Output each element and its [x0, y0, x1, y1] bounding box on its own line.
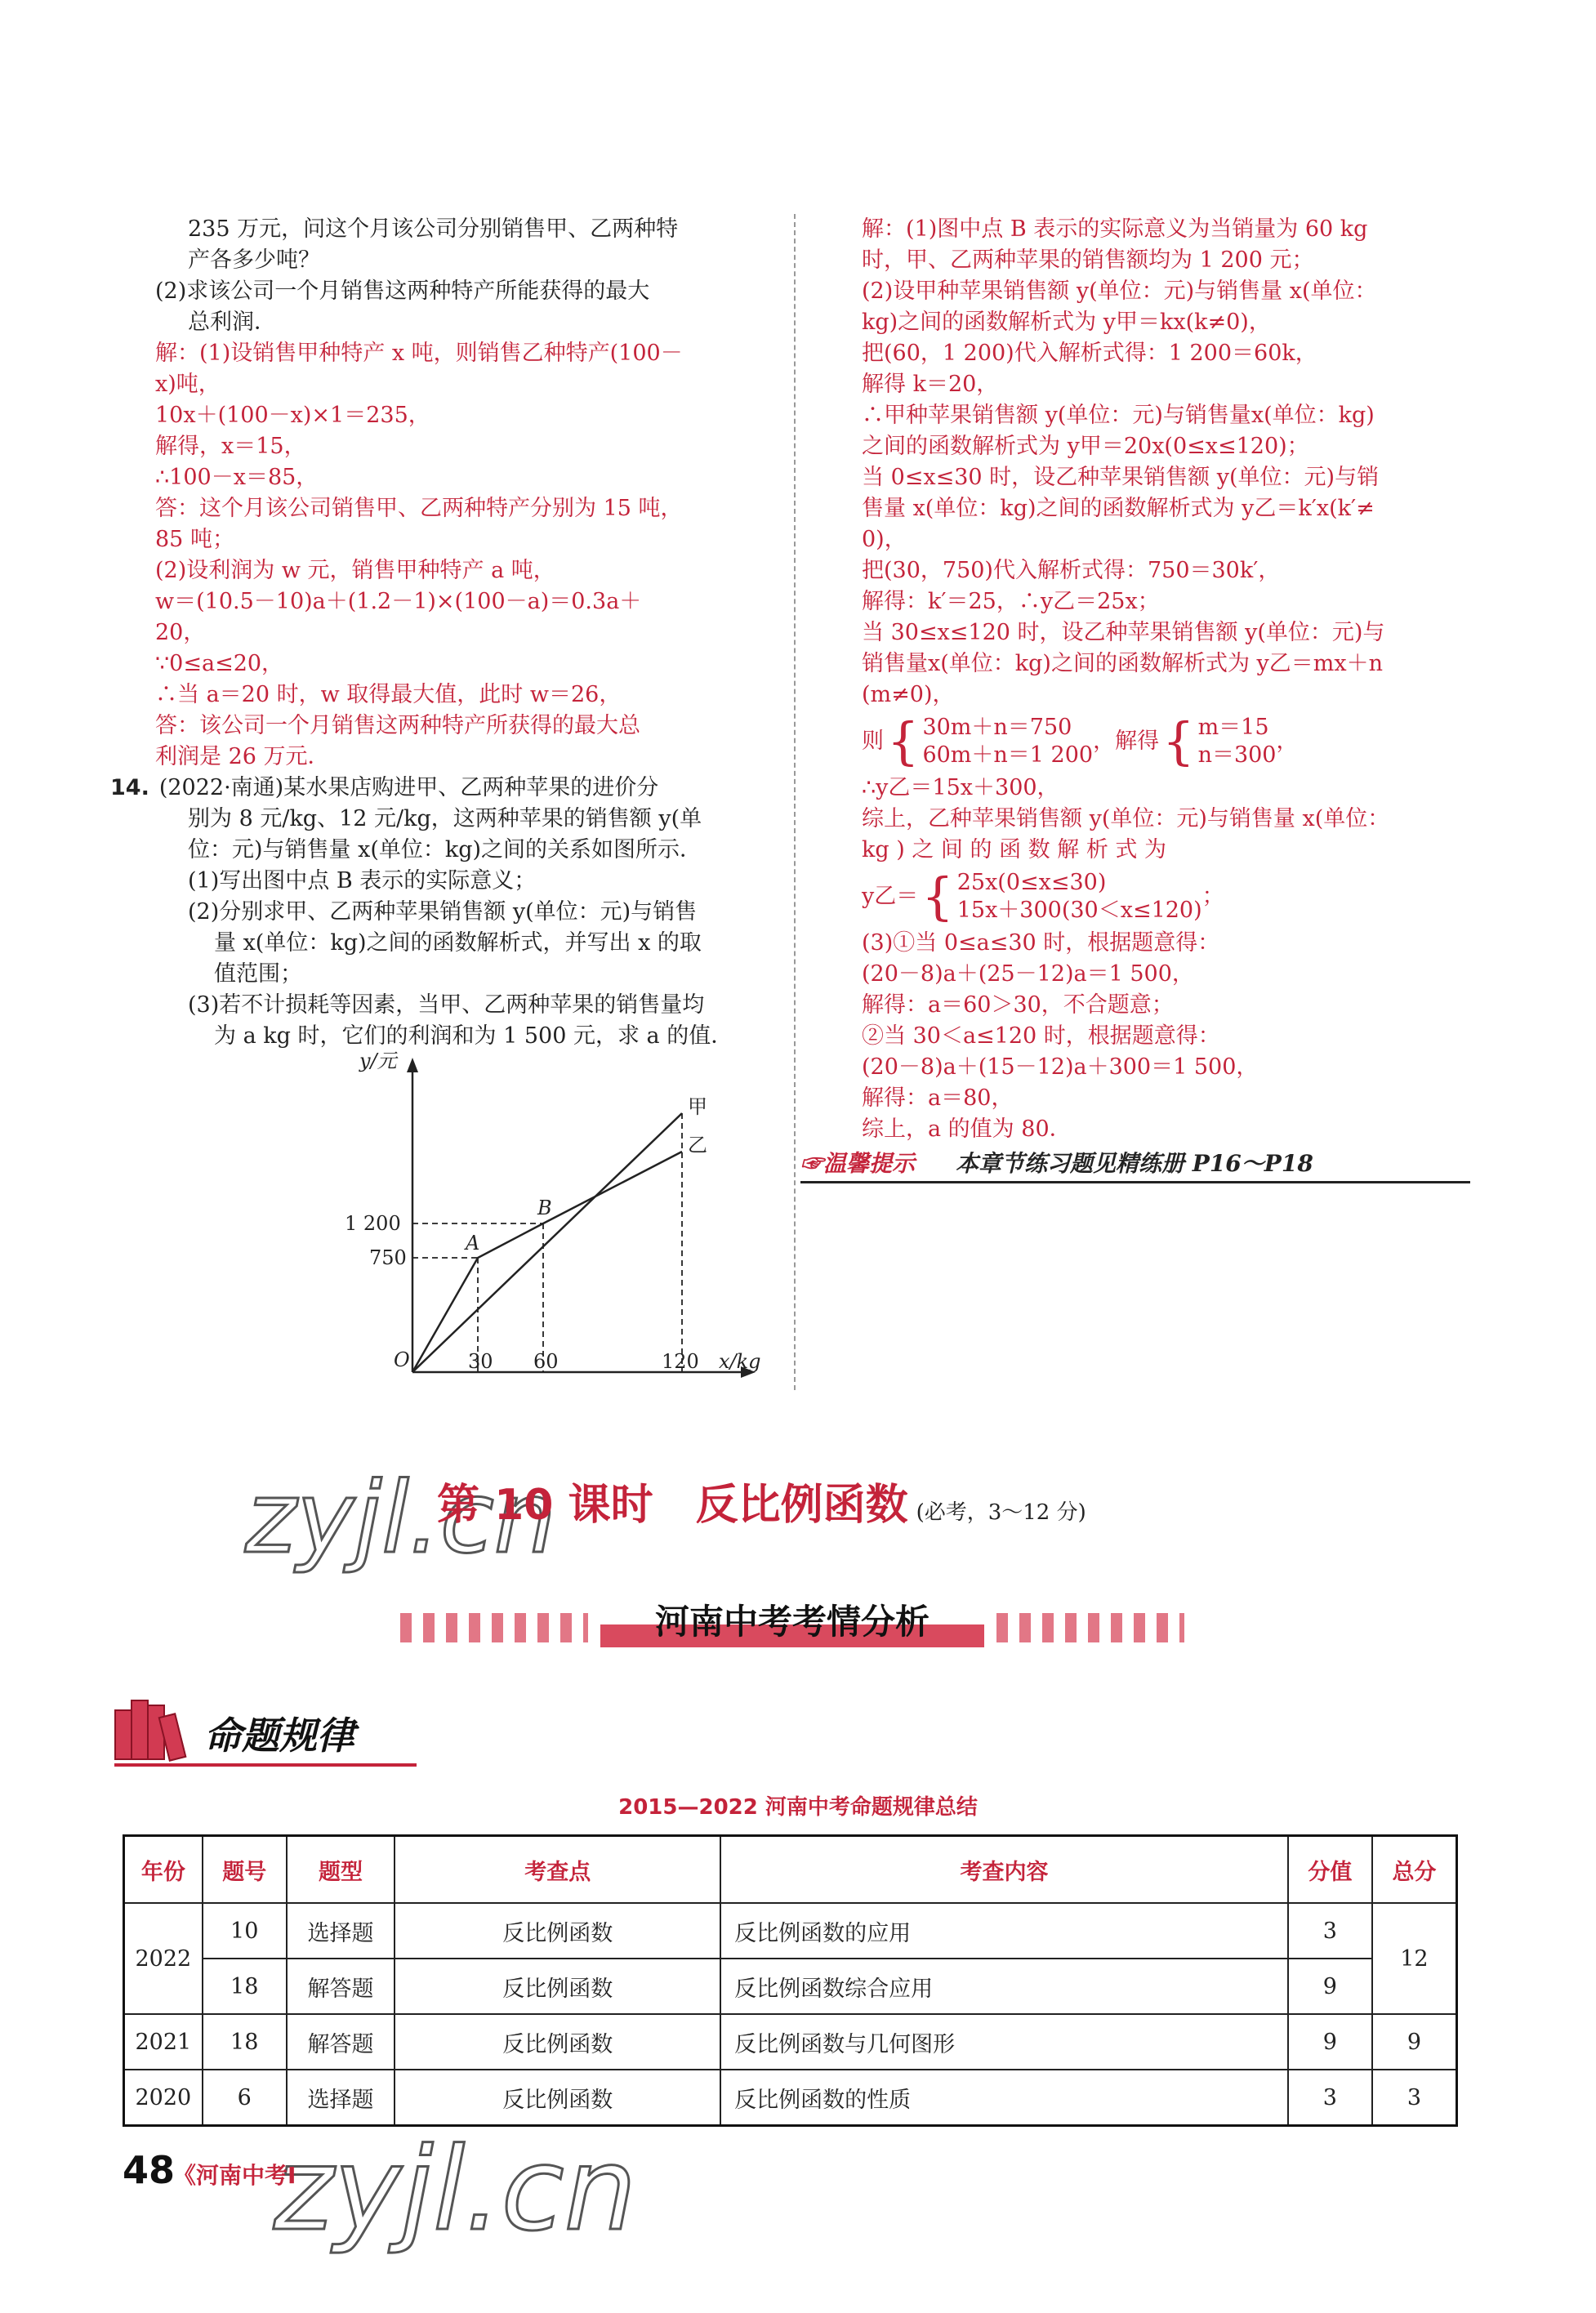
table-caption: 2015—2022 河南中考命题规律总结 — [618, 1795, 978, 1820]
solution-line: 售量 x(单位：kg)之间的函数解析式为 y乙＝k′x(k′≠ — [862, 496, 1375, 521]
page-number: 48 — [123, 2148, 176, 2192]
col-total: 总分 — [1372, 1836, 1457, 1904]
tip-text: 本章节练习题见精练册 P16～P18 — [956, 1150, 1313, 1177]
books-icon — [114, 1703, 196, 1760]
answer-line: 解得，x＝15， — [155, 434, 306, 459]
line-yi — [412, 1152, 682, 1372]
solution-line: 时，甲、乙两种苹果的销售额均为 1 200 元； — [862, 247, 1314, 273]
solution-line: 之间的函数解析式为 y甲＝20x(0≤x≤120)； — [862, 434, 1309, 459]
solution-line: (m≠0)， — [862, 682, 955, 707]
solution-line: 0)， — [862, 527, 907, 552]
answer-line: 总利润． — [188, 310, 276, 335]
solution-line: 解：(1)图中点 B 表示的实际意义为当销量为 60 kg — [862, 216, 1368, 242]
question-number: 14. — [110, 775, 149, 800]
solution-line: 解得：k′＝25，∴y乙＝25x； — [862, 589, 1160, 614]
question-line: (2)分别求甲、乙两种苹果销售额 y(单位：元)与销售 — [188, 899, 698, 925]
y-axis-arrow — [407, 1058, 418, 1072]
answer-line: 产各多少吨？ — [188, 247, 320, 273]
x-tick-120: 120 — [662, 1350, 699, 1373]
answer-line: ∴当 a＝20 时，w 取得最大值，此时 w＝26， — [155, 682, 622, 707]
exam-analysis-banner: 河南中考考情分析 — [400, 1597, 1184, 1654]
table-row: 2021 18 解答题 反比例函数 反比例函数与几何图形 9 9 — [124, 2014, 1457, 2070]
origin-label: O — [394, 1348, 410, 1371]
col-content: 考查内容 — [720, 1836, 1288, 1904]
piecewise-function: y乙＝ { 25x(0≤x≤30) 15x＋300(30＜x≤120) ； — [862, 867, 1224, 926]
line-yi-label: 乙 — [688, 1134, 707, 1156]
point-b-label: B — [537, 1197, 552, 1219]
sales-graph — [335, 1050, 776, 1393]
question-line: 位：元)与销售量 x(单位：kg)之间的关系如图所示． — [188, 837, 702, 862]
col-point: 考查点 — [395, 1836, 720, 1904]
equation-system-1: 则 { 30m＋n＝750 60m＋n＝1 200 ，解得 { m＝15 n＝300 ， — [862, 711, 1299, 771]
solution-line: (3)①当 0≤a≤30 时，根据题意得： — [862, 930, 1220, 956]
solution-line: kg)之间的函数解析式为 y甲＝kx(k≠0)， — [862, 310, 1271, 335]
right-column — [862, 214, 1474, 1145]
point-a-label: A — [466, 1232, 480, 1255]
y-tick-1200: 1 200 — [345, 1212, 401, 1235]
solution-line: (20－8)a＋(25－12)a＝1 500， — [862, 961, 1194, 987]
answer-line: 答：这个月该公司销售甲、乙两种特产分别为 15 吨， — [155, 496, 683, 521]
answer-line: 10x＋(100－x)×1＝235， — [155, 403, 430, 428]
watermark-top: zyjl.cn — [245, 1462, 556, 1575]
solution-line: 当 0≤x≤30 时，设乙种苹果销售额 y(单位：元)与销 — [862, 465, 1380, 490]
question-text: (2022·南通)某水果店购进甲、乙两种苹果的进价分 — [158, 775, 659, 800]
x-tick-60: 60 — [533, 1350, 559, 1373]
line-jia-label: 甲 — [688, 1095, 707, 1118]
left-column — [110, 214, 776, 1052]
answer-line: x)吨， — [155, 372, 221, 397]
solution-line: 解得 k＝20， — [862, 372, 999, 397]
summary-table — [123, 1834, 1458, 2127]
section-heading — [114, 1703, 354, 1760]
left-answer-block — [155, 214, 776, 773]
solution-line: 解得：a＝60＞30，不合题意； — [862, 992, 1174, 1018]
x-axis-label: x/kg — [719, 1350, 761, 1373]
line-jia — [412, 1113, 682, 1372]
solution-line: 把(60，1 200)代入解析式得：1 200＝60k， — [862, 341, 1317, 366]
y-tick-750: 750 — [369, 1246, 407, 1269]
watermark-bottom: zyjl.cn — [274, 2124, 637, 2257]
solution-line: 把(30，750)代入解析式得：750＝30k′， — [862, 558, 1281, 583]
solution-line: (2)设甲种苹果销售额 y(单位：元)与销售量 x(单位： — [862, 279, 1377, 304]
col-type: 题型 — [287, 1836, 395, 1904]
solution-line: 解得：a＝80， — [862, 1085, 1014, 1111]
answer-line: ∵0≤a≤20， — [155, 651, 284, 676]
answer-line: 20， — [155, 620, 206, 645]
section-label: 命题规律 — [204, 1714, 354, 1758]
solution-line: 综上，乙种苹果销售额 y(单位：元)与销售量 x(单位： — [862, 806, 1390, 831]
answer-line: 利润是 26 万元． — [155, 744, 330, 769]
answer-line: 解：(1)设销售甲种特产 x 吨，则销售乙种特产(100－ — [155, 341, 683, 366]
solution-line: ②当 30＜a≤120 时，根据题意得： — [862, 1023, 1220, 1049]
col-score: 分值 — [1288, 1836, 1372, 1904]
solution-line: ∴y乙＝15x＋300， — [862, 775, 1059, 800]
answer-line: w＝(10.5－10)a＋(1.2－1)×(100－a)＝0.3a＋ — [155, 589, 642, 614]
solution-line: 综上，a 的值为 80． — [862, 1116, 1072, 1142]
answer-line: ∴100－x＝85， — [155, 465, 319, 490]
y-axis-label: y/元 — [359, 1050, 397, 1072]
table-row: 2022 10 选择题 反比例函数 反比例函数的应用 3 12 — [124, 1903, 1457, 1959]
x-tick-30: 30 — [468, 1350, 493, 1373]
solution-line: (20－8)a＋(15－12)a＋300＝1 500， — [862, 1054, 1259, 1080]
answer-line: 85 吨； — [155, 527, 234, 552]
question-line: 为 a kg 时，它们的利润和为 1 500 元，求 a 的值． — [214, 1023, 733, 1049]
table-header-row — [124, 1836, 1457, 1904]
col-num: 题号 — [203, 1836, 287, 1904]
question-line: 别为 8 元/kg、12 元/kg，这两种苹果的销售额 y(单 — [188, 806, 702, 831]
table-row: 2020 6 选择题 反比例函数 反比例函数的性质 3 3 — [124, 2070, 1457, 2126]
column-divider — [794, 214, 796, 1390]
answer-line: (2)求该公司一个月销售这两种特产所能获得的最大 — [155, 279, 650, 304]
col-year: 年份 — [124, 1836, 203, 1904]
question-line: (1)写出图中点 B 表示的实际意义； — [188, 868, 537, 894]
table-row: 18 解答题 反比例函数 反比例函数综合应用 9 — [124, 1959, 1457, 2014]
solution-line: kg ) 之 间 的 函 数 解 析 式 为 — [862, 837, 1167, 862]
page-tag: 《河南中考Ⅰ — [173, 2162, 296, 2189]
solution-line: ∴甲种苹果销售额 y(单位：元)与销售量x(单位：kg) — [862, 403, 1375, 428]
tip-bar — [800, 1143, 1470, 1183]
tip-label: ☞温馨提示 — [800, 1150, 916, 1177]
question-line: (3)若不计损耗等因素，当甲、乙两种苹果的销售量均 — [188, 992, 705, 1018]
answer-line: (2)设利润为 w 元，销售甲种特产 a 吨， — [155, 558, 555, 583]
question-14 — [110, 773, 776, 1052]
question-line: 量 x(单位：kg)之间的函数解析式，并写出 x 的取 — [214, 930, 702, 956]
question-line: 值范围； — [214, 961, 302, 987]
answer-line: 答：该公司一个月销售这两种特产所获得的最大总 — [155, 713, 640, 738]
lesson-title: 第 10 课时 反比例函数 (必考，3～12 分) — [437, 1481, 1086, 1530]
solution-line: 销售量x(单位：kg)之间的函数解析式为 y乙＝mx＋n — [862, 651, 1383, 676]
answer-line: 235 万元，问这个月该公司分别销售甲、乙两种特 — [188, 216, 679, 242]
solution-line: 当 30≤x≤120 时，设乙种苹果销售额 y(单位：元)与 — [862, 620, 1385, 645]
question-line — [110, 773, 776, 804]
